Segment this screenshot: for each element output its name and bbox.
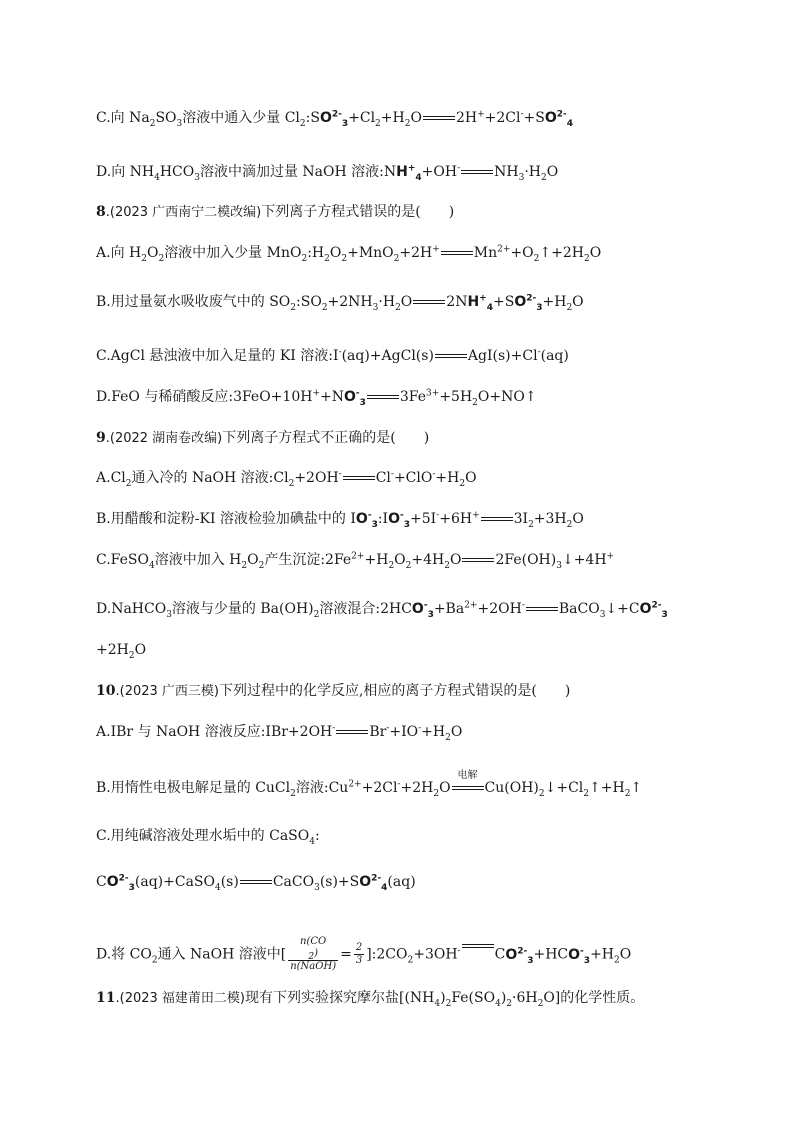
iodate-ion: $O^-_3$: [355, 510, 378, 530]
question-8-stem: 8.(2023 广西南宁二模改编)下列离子方程式错误的是( ): [96, 204, 455, 220]
bicarbonate-ion: $O^-_3$: [411, 600, 434, 620]
question-10-option-d: D.将 $CO_2$通入 NaOH 溶液中[ n(CO $_2$) n(NaOH) = $\frac{2}{3}$ ]$:2CO_2+3OH^-$ $CO^{2-}_3+HCO^-_3+H_2O$: [96, 936, 632, 972]
question-10-stem: 10.(2023 广西三模)下列过程中的化学反应,相应的离子方程式错误的是( ): [96, 683, 571, 699]
equals-sign: [239, 872, 273, 892]
question-10-option-c: C.用纯碱溶液处理水垢中的 CaSO$_4$:: [96, 828, 320, 847]
sulfate-ion: $O^{2-}_4$: [359, 873, 388, 893]
nitrate-ion: $O^-_3$: [343, 388, 366, 408]
question-8-option-b: B.用过量氨水吸收废气中的 $SO_2:SO_2+2NH_3\cdot H_2O$ $2NH^+_4+SO^{2-}_3+H_2O$: [96, 293, 584, 313]
question-11-stem: 11.(2023 福建莆田二模)现有下列实验探究摩尔盐$[(NH_4)_2Fe(SO_4)_2\cdot 6H_2O]$的化学性质。: [96, 990, 645, 1009]
equals-sign: [480, 509, 514, 529]
equals-sign: [460, 162, 494, 182]
question-9-option-a: $A.Cl_2$通入冷的 NaOH 溶液$:Cl_2+2OH^-$ $Cl^-+ClO^-+H_2O$: [96, 469, 477, 489]
ratio-fraction: n(CO $_2$) n(NaOH): [290, 936, 337, 972]
ammonium-ion: $H^+_4$: [467, 293, 493, 313]
equals-sign: [366, 387, 400, 407]
ammonium-ion: $H^+_4$: [396, 163, 422, 183]
sulfite-ion: $O^{2-}_3$: [319, 109, 349, 129]
equals-sign: [342, 468, 376, 488]
carbonate-ion: $O^{2-}_3$: [106, 873, 135, 893]
carbonate-ion: $O^{2-}_3$: [639, 600, 668, 620]
equals-sign: [412, 292, 446, 312]
ratio-value-fraction: $\frac{2}{3}$: [355, 942, 363, 966]
question-10-option-b: B.用惰性电极电解足量的 CuCl$_2$溶液$:Cu^{2+}+2Cl^-+2H_2O$ 电解 $Cu(OH)_2↓+Cl_2↑+H_2↑$: [96, 770, 643, 799]
bicarbonate-ion: $O^-_3$: [568, 945, 591, 966]
question-8-option-d: D.FeO 与稀硝酸反应$:3FeO+10H^++NO^-_3$ $3Fe^{3+}+5H_2O+NO↑$: [96, 388, 537, 408]
sulfite-ion: $O^{2-}_3$: [514, 293, 543, 313]
question-10-option-a: A.IBr 与 NaOH 溶液反应:IBr+2OH- $Br^-+IO^-+H_2O$: [96, 723, 463, 743]
question-9-option-d: D.NaHCO$_3$溶液与少量的 $Ba(OH)_2$溶液混合$:2HCO^-_3+Ba^{2+}+2OH^-$ $BaCO_3↓+CO^{2-}_3$: [96, 600, 668, 620]
option-d-prev: D.向 $NH_4HCO_3$溶液中滴加过量 NaOH 溶液$:NH^+_4+OH^-$ $NH_3\cdot H_2O$: [96, 163, 559, 183]
question-8-option-a: A.向 $H_2O_2$溶液中加入少量 $MnO_2:H_2O_2+MnO_2+2H^+$ $Mn^{2+}+O_2↑+2H_2O$: [96, 244, 602, 264]
question-8-option-c: C.AgCl 悬浊液中加入足量的 KI 溶液:I-(aq)+AgCl(s) AgI(s)+Cl-(aq): [96, 347, 569, 364]
equals-sign: [461, 550, 495, 570]
equals-sign: [440, 243, 474, 263]
carbonate-ion: $O^{2-}_3$: [505, 945, 534, 966]
question-9-option-c: C.FeSO$_4$溶液中加入 $H_2O_2$产生沉淀$:2Fe^{2+}+H_2O_2+4H_2O$ $2Fe(OH)_3↓+4H^+$: [96, 551, 615, 571]
sulfate-ion: $O^{2-}_4$: [544, 109, 573, 129]
question-9-option-b: B.用醋酸和淀粉-KI 溶液检验加碘盐中的 $IO^-_3:IO^-_3+5I^-+6H^+$ $3I_2+3H_2O$: [96, 510, 584, 530]
equals-sign: [525, 599, 559, 619]
equals-sign: [335, 722, 369, 742]
equals-sign-electrolysis: 电解: [451, 778, 485, 798]
question-10-option-c-equation: $CO^{2-}_3(aq)+CaSO_4(s)$ $CaCO_3(s)+SO^{2-}_4(aq)$: [96, 873, 416, 893]
question-9-stem: 9.(2022 湖南卷改编)下列离子方程式不正确的是( ): [96, 430, 430, 446]
equals-sign: [461, 936, 495, 956]
equals-sign: [422, 108, 456, 128]
iodate-ion: $O^-_3$: [388, 510, 410, 530]
question-9-option-d-cont: $+2H_2O$: [96, 642, 147, 661]
equals-sign: [434, 346, 468, 366]
option-c-prev: C.向 $Na_2SO_3$溶液中通入少量 $Cl_2:SO^{2-}_3+Cl_2+H_2O$ $2H^++2Cl^-+SO^{2-}_4$: [96, 109, 573, 129]
